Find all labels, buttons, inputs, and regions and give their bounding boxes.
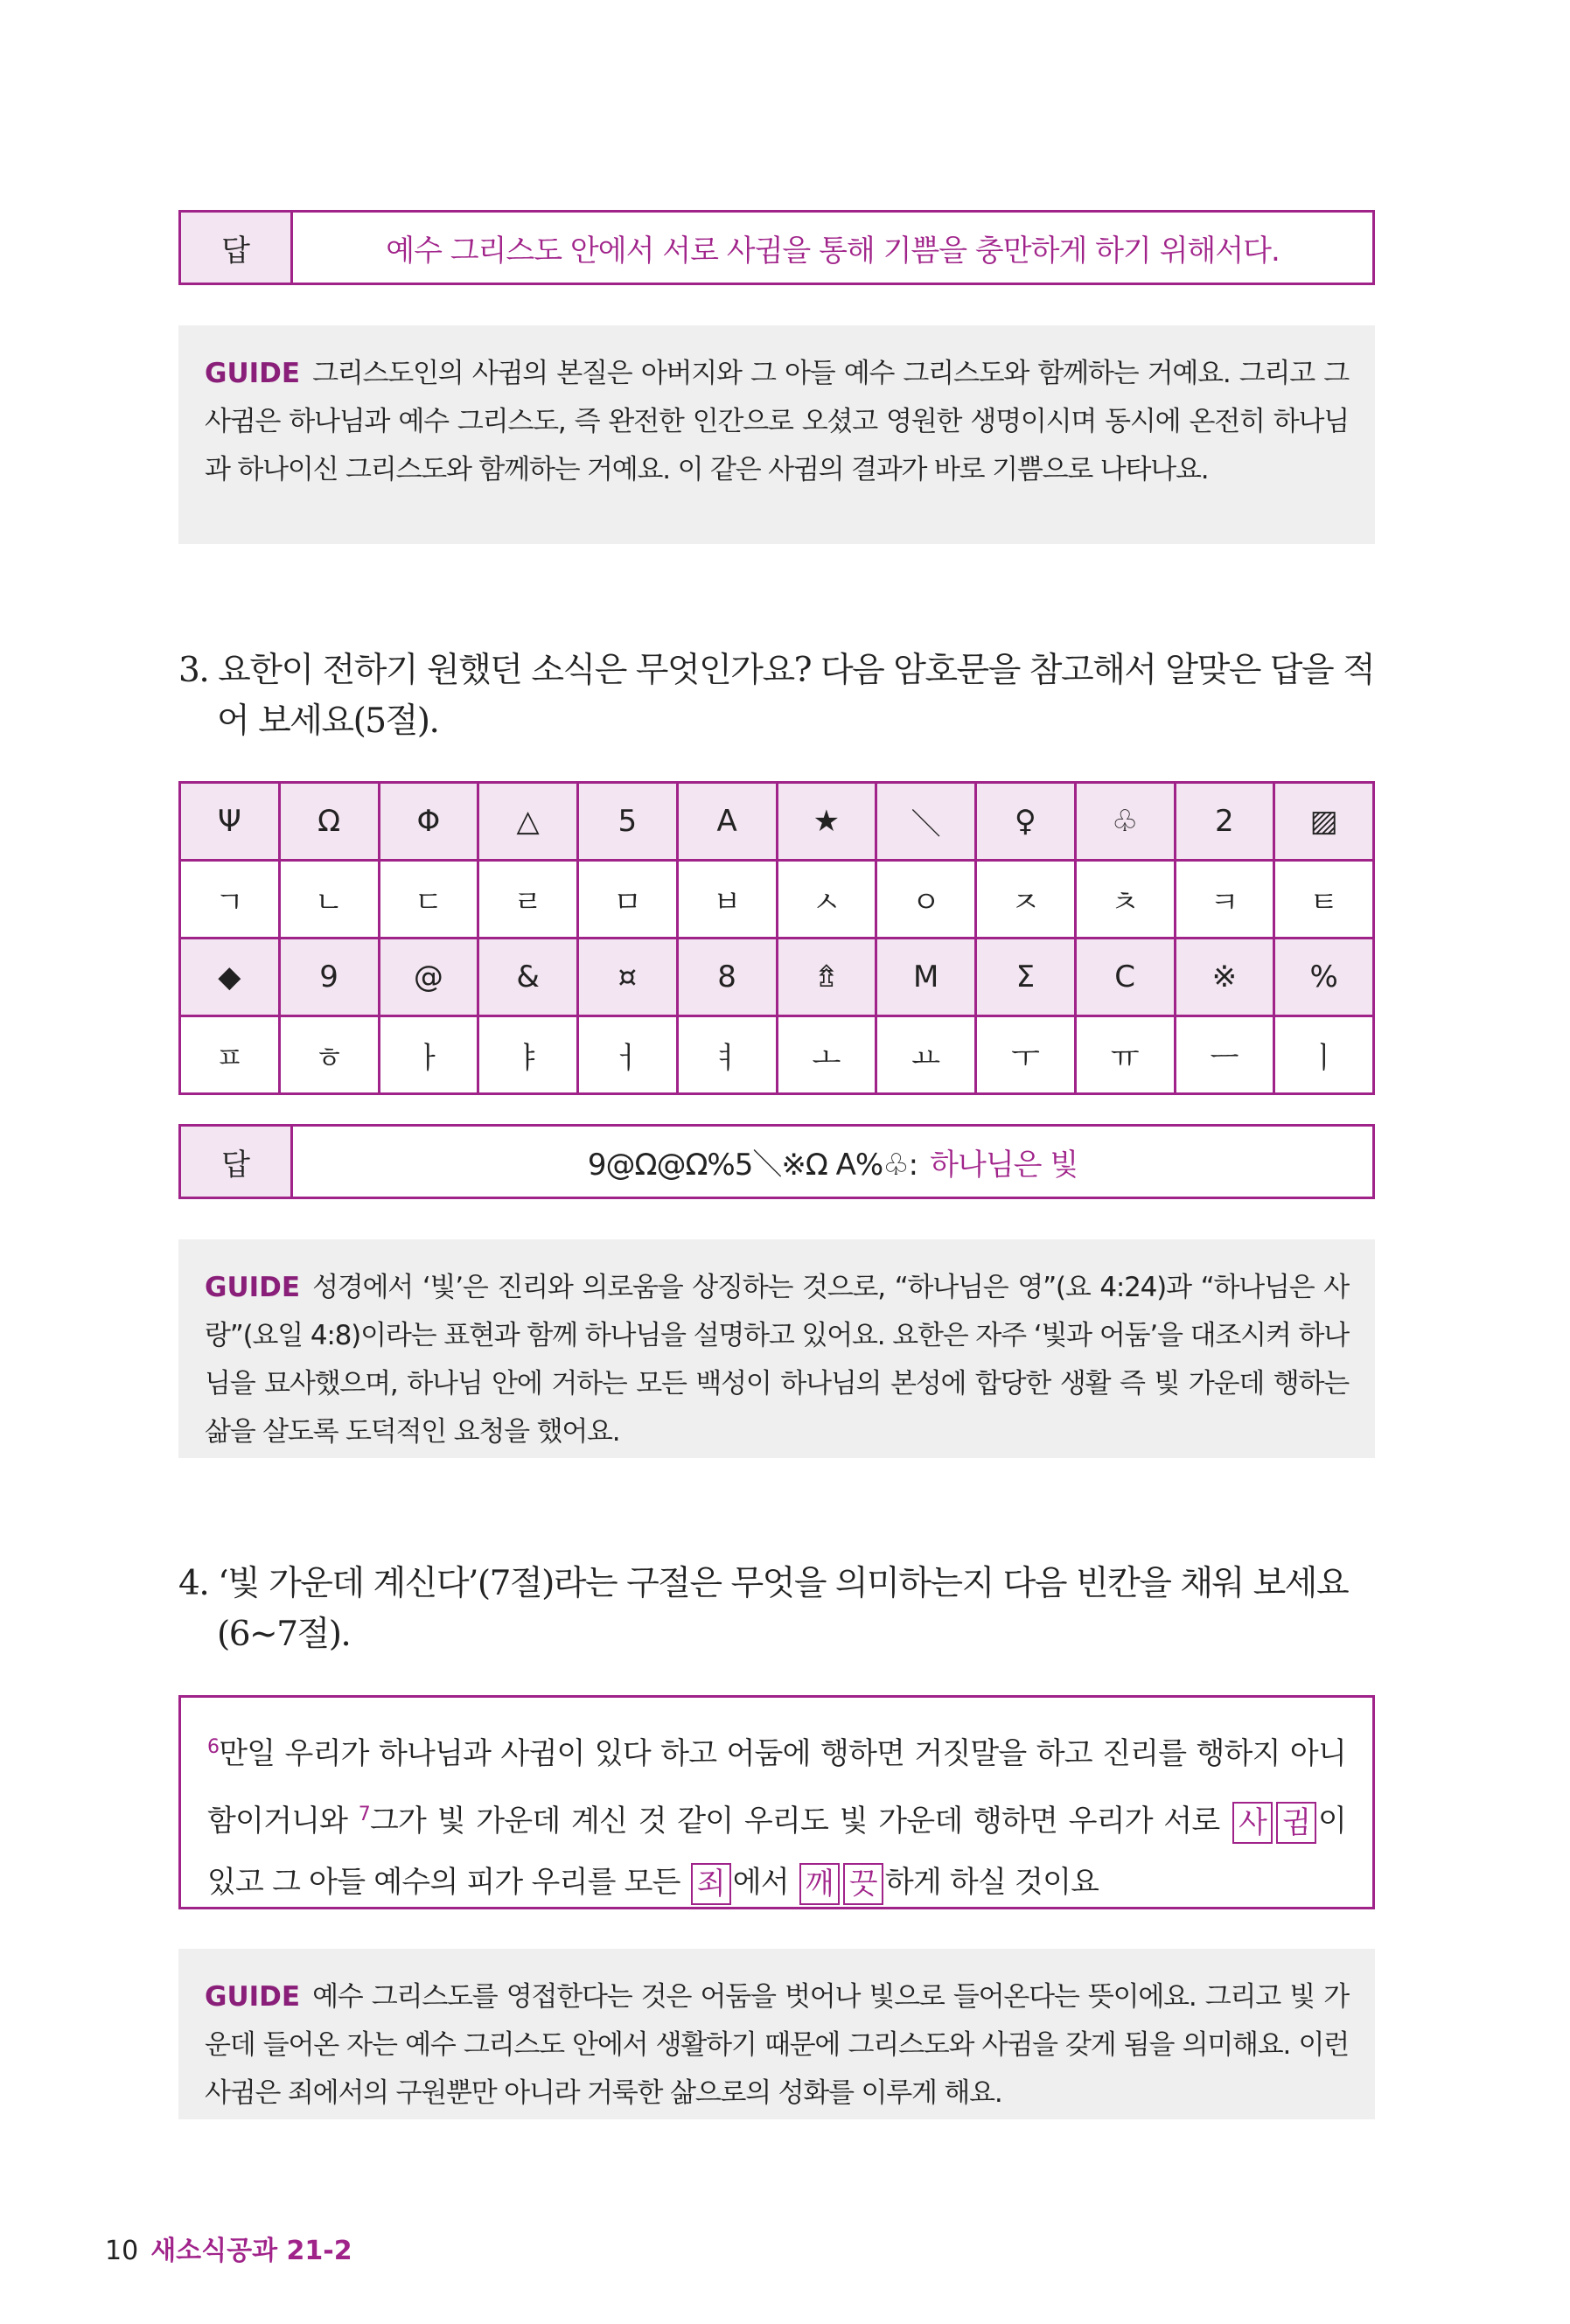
guide-box-3 xyxy=(178,1949,1375,2119)
cipher-cell: ㅇ xyxy=(876,861,976,939)
guide-box-2 xyxy=(178,1239,1375,1458)
cipher-cell: ㅂ xyxy=(677,861,777,939)
verse-text: 에서 xyxy=(732,1865,798,1900)
answer-label: 답 xyxy=(181,1127,293,1197)
cipher-cell: ㅈ xyxy=(976,861,1076,939)
cipher-cell: ★ xyxy=(777,783,876,861)
cipher-cell: ◆ xyxy=(180,939,280,1016)
guide-label: GUIDE xyxy=(205,1272,301,1303)
answer-decoded: 하나님은 빛 xyxy=(930,1147,1078,1183)
page-footer xyxy=(105,2229,352,2267)
cipher-cell: ㅍ xyxy=(180,1016,280,1094)
cipher-cell: ♧ xyxy=(1075,783,1175,861)
guide-text: 예수 그리스도를 영접한다는 것은 어둠을 벗어나 빛으로 들어온다는 뜻이에요. 그리고 빛 가운데 들어온 자는 예수 그리스도 안에서 생활하기 때문에 그리스도와 사귐을 갖게 됨을 의미해요. 이런 사귐은 죄에서의 구원뿐만 아니라 거룩한 삶으로의 성화를 이루게 해요. xyxy=(205,1981,1349,2109)
cipher-cell: ㅜ xyxy=(976,1016,1076,1094)
question-4-line2: (6~7절). xyxy=(217,1615,351,1654)
answer-box-1 xyxy=(178,210,1375,285)
cipher-cell: ㅑ xyxy=(478,1016,578,1094)
cipher-cell: ▨ xyxy=(1274,783,1374,861)
guide-text: 성경에서 ‘빛’은 진리와 의로움을 상징하는 것으로, “하나님은 영”(요 4:24)과 “하나님은 사랑”(요일 4:8)이라는 표현과 함께 하나님을 설명하고 있어요. 요한은 자주 ‘빛과 어둠’을 대조시켜 하나님을 묘사했으며, 하나님 안에 거하는 모든 백성이 하나님의 본성에 합당한 생활 즉 빛 가운데 행하는 삶을 살도록 도덕적인 요청을 했어요. xyxy=(205,1272,1349,1448)
blank-answer: 죄 xyxy=(691,1863,731,1905)
cipher-cell: Ω xyxy=(279,783,379,861)
blank-answer: 사 xyxy=(1232,1802,1273,1844)
cipher-cell: ¤ xyxy=(578,939,678,1016)
blank-answer: 끗 xyxy=(843,1863,883,1905)
guide-label: GUIDE xyxy=(205,358,301,389)
cipher-cell: 8 xyxy=(677,939,777,1016)
answer-cipher: 9@Ω@Ω%5＼※Ω A%♧: xyxy=(587,1147,918,1183)
cipher-cell: ㅛ xyxy=(876,1016,976,1094)
answer-text: 예수 그리스도 안에서 서로 사귐을 통해 기쁨을 충만하게 하기 위해서다. xyxy=(386,233,1280,269)
cipher-cell: ㄷ xyxy=(379,861,478,939)
cipher-cell: Σ xyxy=(976,939,1076,1016)
verse-box xyxy=(178,1695,1375,1909)
cipher-cell: ㄱ xyxy=(180,861,280,939)
blank-answer: 깨 xyxy=(799,1863,840,1905)
book-title: 새소식공과 21-2 xyxy=(150,2236,352,2266)
guide-box-1 xyxy=(178,325,1375,544)
verse-text: 이 있고 그 아들 예수의 피가 우리를 모든 xyxy=(207,1804,1347,1900)
question-3 xyxy=(178,646,1375,747)
cipher-row-letters-2 xyxy=(180,1016,1374,1094)
guide-label: GUIDE xyxy=(205,1981,301,2013)
cipher-cell: △ xyxy=(478,783,578,861)
cipher-cell: 5 xyxy=(578,783,678,861)
question-4 xyxy=(178,1559,1375,1660)
verse-number: 7 xyxy=(358,1804,370,1825)
page-number: 10 xyxy=(105,2236,139,2266)
cipher-cell: M xyxy=(876,939,976,1016)
guide-text: 그리스도인의 사귐의 본질은 아버지와 그 아들 예수 그리스도와 함께하는 거예요. 그리고 그 사귐은 하나님과 예수 그리스도, 즉 완전한 인간으로 오셨고 영원한 생명이시며 동시에 온전히 하나님과 하나이신 그리스도와 함께하는 거예요. 이 같은 사귐의 결과가 바로 기쁨으로 나타나요. xyxy=(205,358,1349,485)
answer-box-2 xyxy=(178,1124,1375,1199)
cipher-cell: ㅠ xyxy=(1075,1016,1175,1094)
cipher-cell: @ xyxy=(379,939,478,1016)
cipher-cell: Φ xyxy=(379,783,478,861)
cipher-cell: ㅋ xyxy=(1175,861,1274,939)
cipher-cell: % xyxy=(1274,939,1374,1016)
cipher-cell: ※ xyxy=(1175,939,1274,1016)
cipher-cell: ㅅ xyxy=(777,861,876,939)
cipher-cell: 9 xyxy=(279,939,379,1016)
cipher-cell: ㅊ xyxy=(1075,861,1175,939)
question-4-line1: 4. ‘빛 가운데 계신다’(7절)라는 구절은 무엇을 의미하는지 다음 빈칸을 채워 보세요 xyxy=(178,1564,1349,1603)
cipher-cell: 2 xyxy=(1175,783,1274,861)
question-3-line2: 어 보세요(5절). xyxy=(217,701,439,741)
cipher-cell: ⇯ xyxy=(777,939,876,1016)
verse-number: 6 xyxy=(207,1736,220,1758)
cipher-cell: C xyxy=(1075,939,1175,1016)
cipher-table xyxy=(178,781,1375,1095)
cipher-cell: ㅌ xyxy=(1274,861,1374,939)
blank-answer: 귐 xyxy=(1276,1802,1316,1844)
cipher-cell: ㄹ xyxy=(478,861,578,939)
verse-text: 그가 빛 가운데 계신 것 같이 우리도 빛 가운데 행하면 우리가 서로 xyxy=(370,1804,1231,1839)
cipher-cell: ㅁ xyxy=(578,861,678,939)
cipher-cell: ㅓ xyxy=(578,1016,678,1094)
cipher-row-letters-1 xyxy=(180,861,1374,939)
cipher-cell: Ψ xyxy=(180,783,280,861)
answer-text xyxy=(293,1127,1372,1197)
answer-label: 답 xyxy=(181,213,293,283)
cipher-cell: A xyxy=(677,783,777,861)
cipher-cell: ㅡ xyxy=(1175,1016,1274,1094)
cipher-row-symbols-1 xyxy=(180,783,1374,861)
cipher-cell: ♀ xyxy=(976,783,1076,861)
question-3-line1: 3. 요한이 전하기 원했던 소식은 무엇인가요? 다음 암호문을 참고해서 알맞은 답을 적 xyxy=(178,651,1375,690)
cipher-row-symbols-2 xyxy=(180,939,1374,1016)
verse-text: 하게 하실 것이요 xyxy=(884,1865,1099,1900)
cipher-cell: ㄴ xyxy=(279,861,379,939)
cipher-cell: ㅗ xyxy=(777,1016,876,1094)
cipher-cell: ㅎ xyxy=(279,1016,379,1094)
verse-text: 만일 우리가 하나님과 사귐이 있다 하고 어둠에 행하면 거짓말을 하고 진리를 행하지 아니함이거니와 xyxy=(207,1736,1346,1839)
cipher-cell: ㅏ xyxy=(379,1016,478,1094)
cipher-cell: ＼ xyxy=(876,783,976,861)
cipher-cell: ㅣ xyxy=(1274,1016,1374,1094)
cipher-cell: ㅕ xyxy=(677,1016,777,1094)
cipher-cell: & xyxy=(478,939,578,1016)
